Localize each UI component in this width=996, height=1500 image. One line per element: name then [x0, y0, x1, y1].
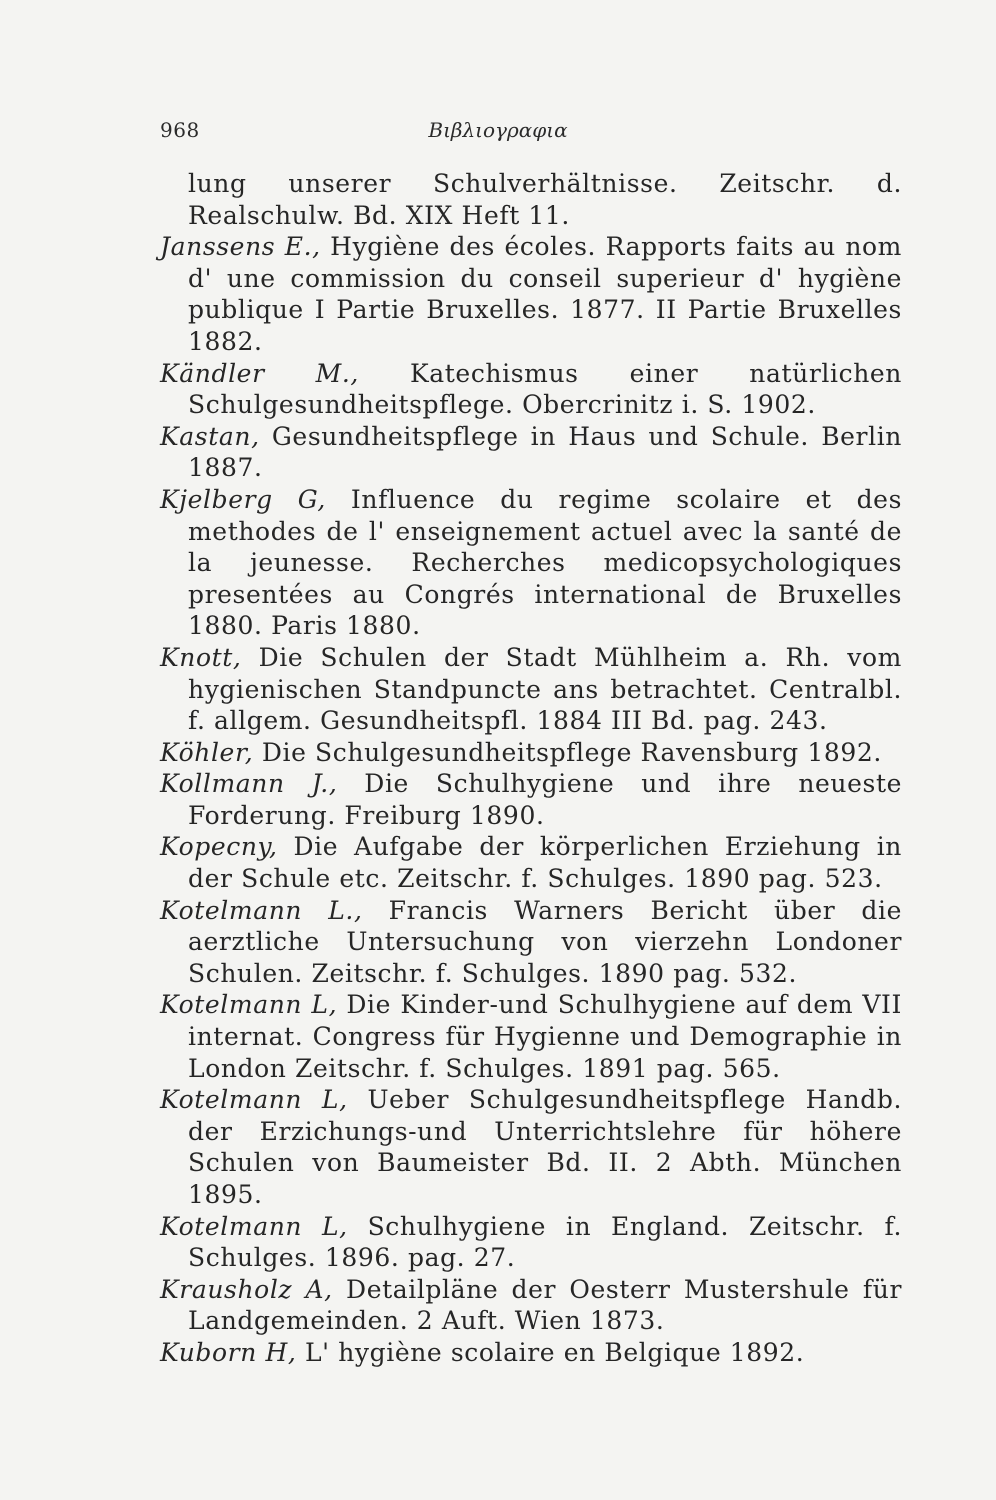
- entry-author: Kollmann J.,: [160, 769, 338, 799]
- entry-author: Kopecny,: [160, 832, 278, 862]
- entry-author: Köhler,: [160, 737, 254, 767]
- entry-text: Die Schulhygiene und ihre neueste Forderung. Freiburg 1890.: [188, 769, 902, 830]
- entry-text: Die Schulen der Stadt Mühlheim a. Rh. vom hygienischen Standpuncte ans betrachtet. Centralbl. f. allgem. Gesundheitspfl. 1884 III Bd. pag. 243.: [188, 642, 902, 736]
- entry-text: Ueber Schulgesundheitspflege Handb. der Erzichungs-und Unterrichtslehre für höhere Schulen von Baumeister Bd. II. 2 Abth. München 1895.: [188, 1085, 902, 1209]
- bibliography-entry: [160, 421, 902, 484]
- entry-text: Gesundheitspflege in Haus und Schule. Berlin 1887.: [188, 421, 902, 483]
- entry-text: Die Schulgesundheitspflege Ravensburg 1892.: [253, 737, 882, 767]
- bibliography-entry: [160, 484, 902, 642]
- entry-text: lung unserer Schulverhältnisse. Zeitschr. d. Realschulw. Bd. XIX Heft 11.: [188, 169, 902, 230]
- bibliography-entry: [160, 1274, 902, 1337]
- entry-author: Kotelmann L,: [160, 1211, 348, 1241]
- page-number: 968: [160, 118, 200, 142]
- bibliography-entry: [160, 358, 902, 421]
- entry-author: Janssens E.,: [160, 232, 321, 262]
- bibliography-entry: [160, 895, 902, 990]
- bibliography-entry: [160, 989, 902, 1084]
- entry-text: L' hygiène scolaire en Belgique 1892.: [296, 1337, 805, 1367]
- bibliography-entry: [160, 1337, 902, 1369]
- entry-author: Kastan,: [160, 421, 260, 451]
- bibliography-entry: [160, 642, 902, 737]
- bibliography-entry: [160, 831, 902, 894]
- entry-author: Kotelmann L.,: [160, 895, 363, 925]
- entry-text: Katechismus einer natürlichen Schulgesundheitspflege. Obercrinitz i. S. 1902.: [188, 358, 903, 420]
- bibliography-entry: [160, 737, 902, 769]
- entry-author: Knott,: [160, 642, 242, 672]
- running-title: Βιβλιογραφια: [428, 118, 568, 142]
- entry-author: Kuborn H,: [160, 1337, 297, 1367]
- entry-text: Influence du regime scolaire et des methodes de l' enseignement actuel avec la santé de la jeunesse. Recherches medicopsychologiques presentées au Congrés international de Bruxelles 1880. Paris 1880.: [188, 484, 902, 641]
- entry-text: Francis Warners Bericht über die aerztliche Untersuchung von vierzehn Londoner Schulen. Zeitschr. f. Schulges. 1890 pag. 532.: [188, 895, 903, 988]
- bibliography-entry: [160, 231, 902, 357]
- entry-text: Detailpläne der Oesterr Mustershule für Landgemeinden. 2 Auft. Wien 1873.: [188, 1274, 902, 1336]
- entry-author: Kändler M.,: [160, 358, 359, 388]
- entry-author: Kjelberg G,: [160, 484, 326, 514]
- entry-text: Hygiène des écoles. Rapports faits au nom d' une commission du conseil superieur d' hygiène publique I Partie Bruxelles. 1877. II Partie Bruxelles 1882.: [188, 232, 902, 356]
- bibliography-entry: [160, 168, 902, 231]
- entry-text: Schulhygiene in England. Zeitschr. f. Schulges. 1896. pag. 27.: [188, 1211, 903, 1273]
- bibliography-entry: [160, 768, 902, 831]
- bibliography-entry: [160, 1211, 902, 1274]
- entry-author: Kotelmann L,: [160, 1085, 348, 1115]
- bibliography-list: [160, 168, 902, 1369]
- entry-author: Kotelmann L,: [160, 990, 338, 1020]
- bibliography-entry: [160, 1084, 902, 1210]
- entry-text: Die Aufgabe der körperlichen Erziehung in der Schule etc. Zeitschr. f. Schulges. 1890 pag. 523.: [188, 832, 902, 894]
- entry-author: Krausholz A,: [160, 1274, 333, 1304]
- entry-text: Die Kinder-und Schulhygiene auf dem VII internat. Congress für Hygienne und Demographie in London Zeitschr. f. Schulges. 1891 pag. 565.: [188, 990, 903, 1083]
